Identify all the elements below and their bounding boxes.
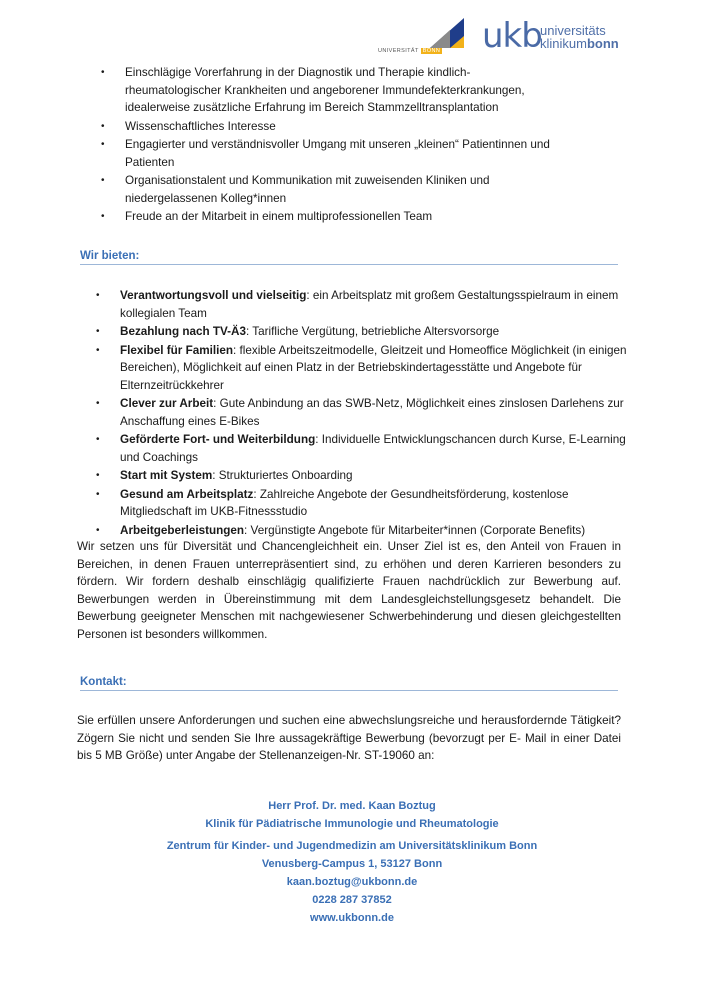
offer-text: : Individuelle Entwicklungschancen durch Kurse, E-Learning und Coachings [120, 433, 626, 464]
contact-center: Zentrum für Kinder- und Jugendmedizin am Universitätsklinikum Bonn [166, 840, 538, 852]
offer-text: : Tarifliche Vergütung, betriebliche Altersvorsorge [245, 325, 500, 338]
contact-block [150, 797, 554, 927]
offer-heading: Wir bieten: [80, 250, 618, 265]
contact-phone: 0228 287 37852 [312, 894, 392, 906]
list-item [96, 323, 640, 341]
bullet-icon: • [96, 398, 100, 409]
offer-text: : Zahlreiche Angebote der Gesundheitsförderung, kostenlose Mitgliedschaft im UKB-Fitnessstudio [120, 487, 569, 518]
list-item [101, 118, 550, 136]
offer-text: : ein Arbeitsplatz mit großem Gestaltungsspielraum in einem kollegialen Team [120, 289, 619, 320]
bullet-icon: • [96, 290, 100, 301]
requirements-list [101, 64, 550, 227]
list-item [101, 64, 550, 117]
ukb-logo-line1: universitäts [540, 23, 606, 38]
list-item [101, 172, 550, 207]
offer-title: Gesund am Arbeitsplatz [120, 487, 254, 501]
diversity-paragraph: Wir setzen uns für Diversität und Chancengleichheit ein. Unser Ziel ist es, den Anteil von Frauen in Bereichen, in denen Frauen unterrepräsentiert sind, zu erhöhen und deren Karrieren besonders zu fördern. Wir fordern deshalb einschlägig qualifizierte Frauen nachdrücklich zur Bewerbung auf. Bewerbungen werden in Übereinstimmung mit dem Landesgleichstellungsgesetz behandelt. Die Bewerbung geeigneter Menschen mit nachgewiesener Schwerbehinderung und diesen gleichgestellten Personen ist besonders willkommen. [77, 540, 621, 641]
bullet-icon: • [101, 120, 105, 132]
ukb-logo-mark: ukb [482, 16, 542, 56]
university-bonn-logo [378, 18, 464, 54]
offer-text: : Gute Anbindung an das SWB-Netz, Möglichkeit eines zinslosen Darlehens zur Anschaffung eines E-Bikes [120, 397, 624, 428]
offer-title: Flexibel für Familien [120, 343, 234, 357]
university-logo-word: UNIVERSITÄT [378, 48, 419, 54]
contact-name: Herr Prof. Dr. med. Kaan Boztug [268, 800, 436, 812]
offer-text: : flexible Arbeitszeitmodelle, Gleitzeit und Homeoffice Möglichkeit (in einigen Bereichen), Möglichkeit auf einen Platz in der Betriebskindertagesstätte und Angebote für Elternzeitrückkehrer [120, 343, 627, 392]
bullet-icon: • [96, 434, 100, 445]
bullet-icon: • [96, 470, 100, 481]
offers-list [96, 287, 640, 540]
ukb-logo-bonn: bonn [586, 36, 619, 51]
offer-text: : Strukturiertes Onboarding [212, 469, 353, 482]
bullet-icon: • [101, 139, 105, 150]
contact-clinic: Klinik für Pädiatrische Immunologie und Rheumatologie [205, 818, 499, 830]
offer-title: Bezahlung nach TV-Ä3 [120, 325, 246, 338]
offer-title: Geförderte Fort- und Weiterbildung [120, 433, 316, 446]
contact-email-link[interactable]: kaan.boztug@ukbonn.de [286, 876, 418, 888]
list-item [96, 395, 640, 430]
list-item [96, 431, 640, 466]
bullet-icon: • [101, 175, 105, 186]
requirement-text: Wissenschaftliches Interesse [125, 119, 276, 133]
offer-title: Verantwortungsvoll und vielseitig [120, 289, 307, 302]
requirement-text: Freude an der Mitarbeit in einem multiprofessionellen Team [125, 210, 433, 223]
contact-heading: Kontakt: [80, 676, 618, 691]
list-item [101, 136, 550, 171]
university-logo-text [378, 48, 442, 54]
ukb-logo-words [540, 24, 619, 50]
bullet-icon: • [96, 344, 100, 356]
bullet-icon: • [101, 211, 105, 222]
list-item [96, 287, 640, 322]
bullet-icon: • [96, 326, 100, 337]
ukb-logo-klinikum: klinikum [540, 36, 587, 51]
offer-title: Start mit System [120, 469, 213, 482]
list-item [96, 467, 640, 485]
requirement-text: Einschlägige Vorerfahrung in der Diagnostik und Therapie kindlich-rheumatologischer Krankheiten und angeborener Immundefekterkrankungen, idealerweise zusätzliche Erfahrung im Bereich Stammzelltransplantation [125, 66, 525, 114]
contact-address: Venusberg-Campus 1, 53127 Bonn [261, 858, 443, 870]
requirement-text: Organisationstalent und Kommunikation mit zuweisenden Kliniken und niedergelassenen Kolleg*innen [125, 174, 490, 205]
requirement-text: Engagierter und verständnisvoller Umgang mit unseren „kleinen“ Patientinnen und Patienten [125, 138, 550, 169]
offer-title: Clever zur Arbeit [120, 397, 214, 410]
list-item [96, 486, 640, 521]
bullet-icon: • [96, 488, 100, 500]
contact-web-link[interactable]: www.ukbonn.de [310, 912, 394, 924]
ukb-logo-line2 [540, 37, 619, 50]
offer-title: Arbeitgeberleistungen [120, 523, 245, 537]
list-item [101, 208, 550, 226]
offer-text: : Vergünstigte Angebote für Mitarbeiter*innen (Corporate Benefits) [244, 523, 586, 537]
contact-paragraph: Sie erfüllen unsere Anforderungen und suchen eine abwechslungsreiche und herausfordernde Tätigkeit? Zögern Sie nicht und senden Sie Ihre aussagekräftige Bewerbung (bevorzugt per E- Mail in einer Datei bis 5 MB Größe) unter Angabe der Stellenanzeigen-Nr. ST-19060 an: [77, 714, 621, 763]
bullet-icon: • [96, 524, 100, 536]
university-bonn-emblem-icon [430, 18, 464, 48]
list-item [96, 342, 640, 395]
list-item [96, 522, 640, 540]
university-logo-bonn: BONN [422, 48, 441, 54]
bullet-icon: • [101, 67, 105, 78]
